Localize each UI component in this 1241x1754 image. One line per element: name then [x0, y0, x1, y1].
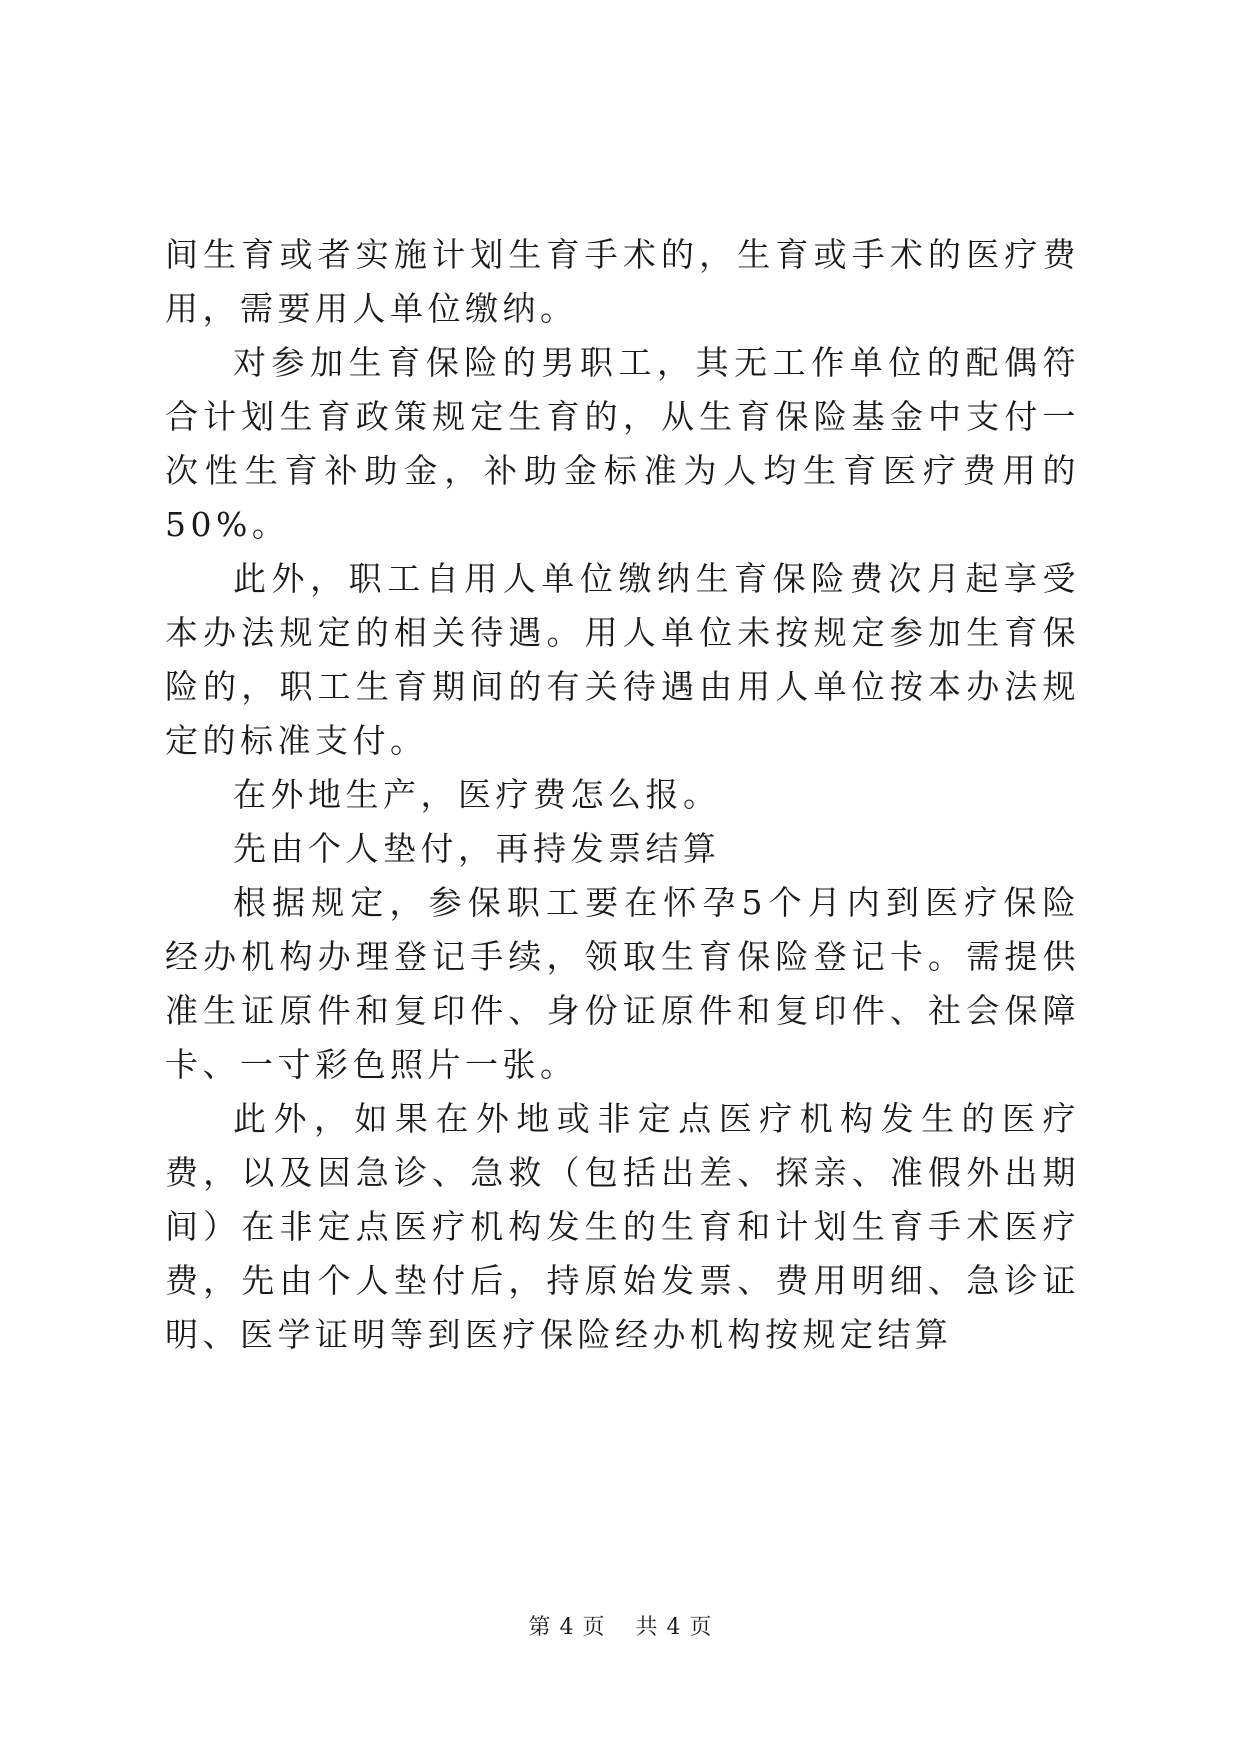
paragraph-4: 在外地生产，医疗费怎么报。 [233, 775, 721, 814]
paragraph-2: 对参加生育保险的男职工，其无工作单位的配偶符合计划生育政策规定生育的，从生育保险基金中支付一次性生育补助金，补助金标准为人均生育医疗费用的50%。 [165, 343, 1080, 544]
page-total: 共 4 页 [635, 1615, 713, 1640]
paragraph-1: 间生育或者实施计划生育手术的，生育或手术的医疗费用，需要用人单位缴纳。 [165, 235, 1080, 328]
paragraph-5: 先由个人垫付，再持发票结算 [233, 829, 721, 868]
paragraph-3: 此外，职工自用人单位缴纳生育保险费次月起享受本办法规定的相关待遇。用人单位未按规定参加生育保险的，职工生育期间的有关待遇由用人单位按本办法规定的标准支付。 [165, 559, 1080, 760]
page-number: 第 4 页 [528, 1615, 606, 1640]
paragraph-7: 此外，如果在外地或非定点医疗机构发生的医疗费，以及因急诊、急救（包括出差、探亲、准假外出期间）在非定点医疗机构发生的生育和计划生育手术医疗费，先由个人垫付后，持原始发票、费用明细、急诊证明、医学证明等到医疗保险经办机构按规定结算 [165, 1099, 1080, 1354]
page-footer [0, 1610, 1241, 1641]
paragraph-6: 根据规定，参保职工要在怀孕5个月内到医疗保险经办机构办理登记手续，领取生育保险登记卡。需提供准生证原件和复印件、身份证原件和复印件、社会保障卡、一寸彩色照片一张。 [165, 883, 1080, 1084]
document-body [165, 228, 1080, 1362]
